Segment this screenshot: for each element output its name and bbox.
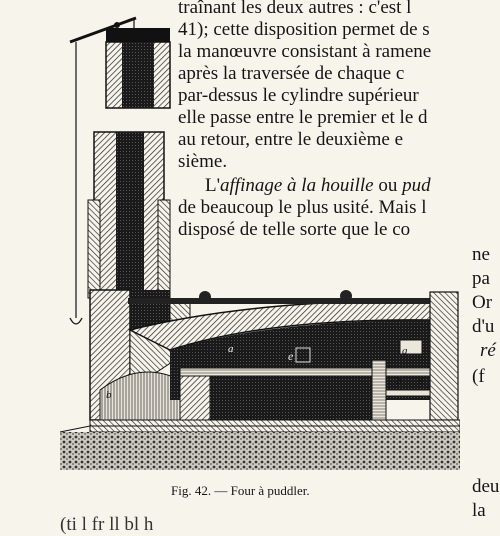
text-line-3: la manœuvre consistant à ramene: [178, 41, 432, 62]
text-line-1: traînant les deux autres : c'est l: [178, 0, 412, 18]
damper-box: [106, 42, 170, 108]
bottom-cut-line: (ti l fr ll bl h: [60, 514, 154, 535]
text-line-6: elle passe entre le premier et le d: [178, 107, 428, 128]
wrap-line-8: la: [472, 500, 486, 521]
text-line-11: disposé de telle sorte que le co: [178, 219, 411, 240]
puddling-furnace-figure: [50, 0, 460, 475]
wrap-line-5: ré: [480, 340, 496, 361]
label-a1: a: [228, 343, 234, 355]
text-line-4: après la traversée de chaque c: [178, 63, 405, 84]
label-e: e: [288, 349, 294, 363]
label-b2: b: [106, 389, 112, 401]
text-line-7: au retour, entre le deuxième e: [178, 129, 404, 150]
wrap-line-6: (f: [472, 366, 485, 387]
text-line-5: par-dessus le cylindre supérieur: [178, 85, 419, 106]
line9-mid: ou: [373, 175, 403, 196]
wrap-line-7: deu: [472, 476, 500, 497]
line9-italic: affinage à la houille: [220, 175, 374, 196]
wrap-line-4: d'u: [472, 316, 495, 337]
wrap-line-2: pa: [472, 268, 490, 289]
wrap-line-3: Or: [472, 292, 493, 313]
label-b1: b: [396, 375, 402, 387]
chimney: [88, 132, 170, 308]
text-line-2: 41); cette disposition permet de s: [178, 19, 430, 40]
label-a2: a: [402, 345, 408, 357]
figure-caption: Fig. 42. — Four à puddler.: [171, 483, 310, 498]
text-line-8: sième.: [178, 151, 228, 172]
text-line-10: de beaucoup le plus usité. Mais l: [178, 197, 427, 218]
foundation: [60, 420, 460, 470]
line9-italic2: pud: [402, 175, 431, 196]
wrap-line-1: ne: [472, 244, 490, 265]
label-d: d: [418, 375, 424, 387]
line9-prefix: L': [205, 175, 221, 196]
